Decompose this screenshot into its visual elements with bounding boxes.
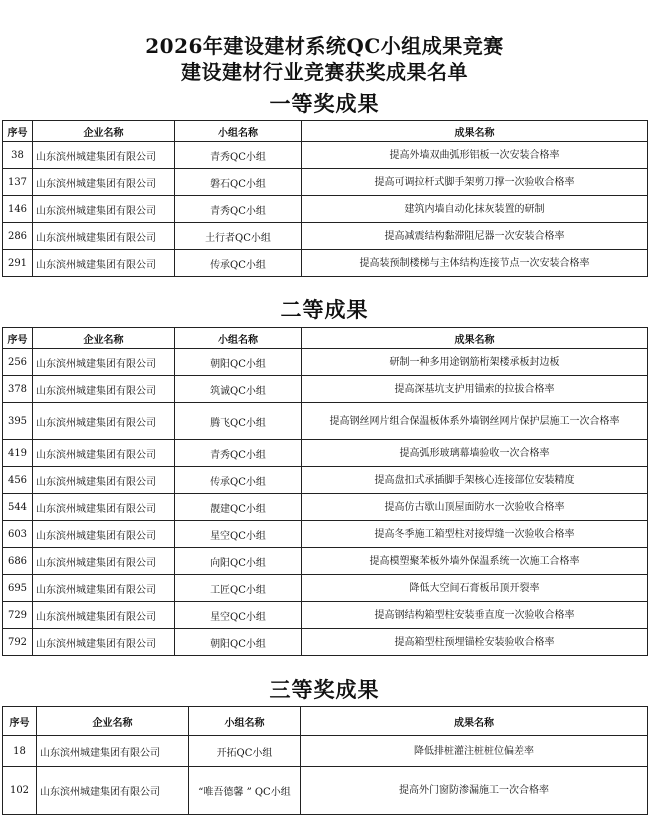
cell-company: 山东滨州城建集团有限公司 <box>33 196 175 223</box>
cell-group: 星空QC小组 <box>175 521 302 548</box>
cell-result: 提高可调拉杆式脚手架剪刀撑一次验收合格率 <box>302 169 648 196</box>
column-header-result: 成果名称 <box>302 121 648 142</box>
table-header-row <box>3 121 648 142</box>
cell-group: “唯吾德馨 ” QC小组 <box>189 767 301 815</box>
cell-company: 山东滨州城建集团有限公司 <box>33 223 175 250</box>
column-header-company: 企业名称 <box>33 121 175 142</box>
cell-group: 开拓QC小组 <box>189 736 301 767</box>
cell-company: 山东滨州城建集团有限公司 <box>33 602 175 629</box>
table-row <box>3 403 648 440</box>
cell-result: 研制一种多用途钢筋桁架楼承板封边板 <box>302 349 648 376</box>
table-row <box>3 575 648 602</box>
cell-group: 青秀QC小组 <box>175 440 302 467</box>
cell-seq: 544 <box>3 494 33 521</box>
section-heading-first-prize: 一等奖成果 <box>269 91 380 116</box>
column-header-group: 小组名称 <box>175 328 302 349</box>
cell-result: 提高盘扣式承插脚手架核心连接部位安装精度 <box>302 467 648 494</box>
cell-group: 工匠QC小组 <box>175 575 302 602</box>
cell-result: 提高仿古歇山顶屋面防水一次验收合格率 <box>302 494 648 521</box>
cell-group: 传承QC小组 <box>175 250 302 277</box>
cell-company: 山东滨州城建集团有限公司 <box>33 521 175 548</box>
table-header-row <box>3 707 648 736</box>
table-row <box>3 250 648 277</box>
cell-company: 山东滨州城建集团有限公司 <box>33 250 175 277</box>
table-row <box>3 548 648 575</box>
table-row <box>3 602 648 629</box>
cell-result: 提高箱型柱预埋锚栓安装验收合格率 <box>302 629 648 656</box>
cell-seq: 395 <box>3 403 33 440</box>
cell-group: 向阳QC小组 <box>175 548 302 575</box>
cell-company: 山东滨州城建集团有限公司 <box>33 440 175 467</box>
cell-result: 提高深基坑支护用锚索的拉拔合格率 <box>302 376 648 403</box>
cell-seq: 729 <box>3 602 33 629</box>
cell-seq: 256 <box>3 349 33 376</box>
cell-company: 山东滨州城建集团有限公司 <box>33 349 175 376</box>
table-row <box>3 467 648 494</box>
cell-seq: 419 <box>3 440 33 467</box>
cell-company: 山东滨州城建集团有限公司 <box>33 169 175 196</box>
cell-result: 提高装预制楼梯与主体结构连接节点一次安装合格率 <box>302 250 648 277</box>
table-row <box>3 736 648 767</box>
cell-group: 传承QC小组 <box>175 467 302 494</box>
cell-group: 星空QC小组 <box>175 602 302 629</box>
column-header-seq: 序号 <box>3 707 37 736</box>
cell-group: 腾飞QC小组 <box>175 403 302 440</box>
cell-company: 山东滨州城建集团有限公司 <box>33 629 175 656</box>
cell-seq: 603 <box>3 521 33 548</box>
cell-result: 提高外门窗防渗漏施工一次合格率 <box>301 767 648 815</box>
cell-company: 山东滨州城建集团有限公司 <box>33 494 175 521</box>
cell-seq: 378 <box>3 376 33 403</box>
cell-seq: 291 <box>3 250 33 277</box>
column-header-result: 成果名称 <box>301 707 648 736</box>
cell-result: 提高冬季施工箱型柱对接焊缝一次验收合格率 <box>302 521 648 548</box>
third-prize-table <box>2 706 648 815</box>
document-title-line1: 2026年建设建材系统QC小组成果竞赛 <box>145 34 504 58</box>
cell-seq: 286 <box>3 223 33 250</box>
table-row <box>3 142 648 169</box>
cell-result: 提高模塑聚苯板外墙外保温系统一次施工合格率 <box>302 548 648 575</box>
cell-company: 山东滨州城建集团有限公司 <box>33 376 175 403</box>
cell-group: 朝阳QC小组 <box>175 629 302 656</box>
cell-result: 提高弧形玻璃幕墙验收一次合格率 <box>302 440 648 467</box>
cell-seq: 792 <box>3 629 33 656</box>
cell-seq: 695 <box>3 575 33 602</box>
column-header-group: 小组名称 <box>175 121 302 142</box>
table-row <box>3 521 648 548</box>
cell-group: 朝阳QC小组 <box>175 349 302 376</box>
cell-company: 山东滨州城建集团有限公司 <box>37 767 189 815</box>
table-row <box>3 169 648 196</box>
cell-group: 靓建QC小组 <box>175 494 302 521</box>
cell-result: 降低排桩灌注桩桩位偏差率 <box>301 736 648 767</box>
table-row <box>3 440 648 467</box>
cell-seq: 102 <box>3 767 37 815</box>
cell-group: 青秀QC小组 <box>175 196 302 223</box>
cell-seq: 137 <box>3 169 33 196</box>
table-row <box>3 376 648 403</box>
table-row <box>3 629 648 656</box>
column-header-company: 企业名称 <box>37 707 189 736</box>
column-header-result: 成果名称 <box>302 328 648 349</box>
first-prize-table <box>2 120 648 277</box>
table-row <box>3 494 648 521</box>
cell-group: 土行者QC小组 <box>175 223 302 250</box>
cell-result: 提高外墙双曲弧形铝板一次安装合格率 <box>302 142 648 169</box>
cell-seq: 456 <box>3 467 33 494</box>
cell-result: 提高钢丝网片组合保温板体系外墙钢丝网片保护层施工一次合格率 <box>302 403 648 440</box>
column-header-seq: 序号 <box>3 121 33 142</box>
cell-seq: 18 <box>3 736 37 767</box>
table-row <box>3 223 648 250</box>
cell-company: 山东滨州城建集团有限公司 <box>33 142 175 169</box>
section-heading-second-prize: 二等成果 <box>280 297 369 322</box>
document-title-line2: 建设建材行业竞赛获奖成果名单 <box>181 60 468 84</box>
column-header-company: 企业名称 <box>33 328 175 349</box>
cell-group: 筑诚QC小组 <box>175 376 302 403</box>
cell-company: 山东滨州城建集团有限公司 <box>33 548 175 575</box>
section-heading-third-prize: 三等奖成果 <box>269 677 380 702</box>
column-header-group: 小组名称 <box>189 707 301 736</box>
cell-result: 建筑内墙自动化抹灰装置的研制 <box>302 196 648 223</box>
cell-seq: 38 <box>3 142 33 169</box>
cell-company: 山东滨州城建集团有限公司 <box>33 403 175 440</box>
cell-company: 山东滨州城建集团有限公司 <box>33 575 175 602</box>
cell-result: 提高减震结构黏滞阻尼器一次安装合格率 <box>302 223 648 250</box>
cell-seq: 686 <box>3 548 33 575</box>
cell-company: 山东滨州城建集团有限公司 <box>33 467 175 494</box>
cell-result: 提高钢结构箱型柱安装垂直度一次验收合格率 <box>302 602 648 629</box>
table-row <box>3 196 648 223</box>
table-row <box>3 767 648 815</box>
cell-result: 降低大空间石膏板吊顶开裂率 <box>302 575 648 602</box>
table-header-row <box>3 328 648 349</box>
cell-company: 山东滨州城建集团有限公司 <box>37 736 189 767</box>
cell-seq: 146 <box>3 196 33 223</box>
cell-group: 磐石QC小组 <box>175 169 302 196</box>
cell-group: 青秀QC小组 <box>175 142 302 169</box>
second-prize-table <box>2 327 648 656</box>
column-header-seq: 序号 <box>3 328 33 349</box>
table-row <box>3 349 648 376</box>
